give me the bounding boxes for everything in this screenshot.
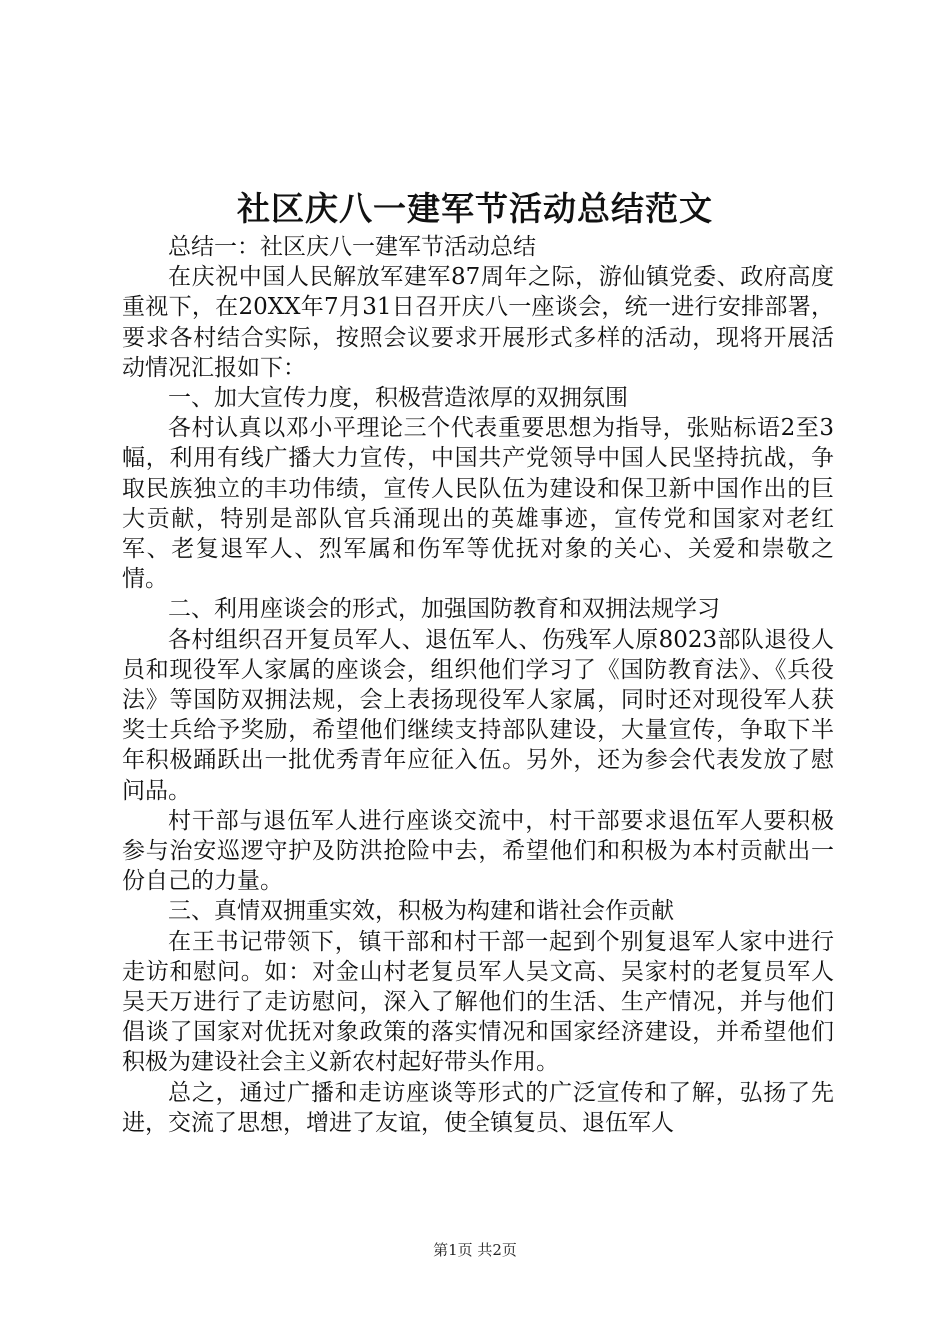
paragraph-section-2a: 各村组织召开复员军人、退伍军人、伤残军人原8023部队退役人员和现役军人家属的座谈会，组织他们学习了《国防教育法》、《兵役法》等国防双拥法规，会上表扬现役军人家属，同时还对现役军人获奖士兵给予奖励，希望他们继续支持部队建设，大量宣传，争取下半年积极踊跃出一批优秀青年应征入伍。另外，还为参会代表发放了慰问品。	[122, 626, 834, 804]
paragraph-section-1: 各村认真以邓小平理论三个代表重要思想为指导，张贴标语2至3幅，利用有线广播大力宣传，中国共产党领导中国人民坚持抗战，争取民族独立的丰功伟绩，宣传人民队伍为建设和保卫新中国作出的巨大贡献，特别是部队官兵涌现出的英雄事迹，宣传党和国家对老红军、老复退军人、烈军属和伤军等优抚对象的关心、关爱和崇敬之情。	[122, 415, 834, 593]
section-heading-2: 二、利用座谈会的形式，加强国防教育和双拥法规学习	[168, 596, 720, 623]
paragraph-section-2b: 村干部与退伍军人进行座谈交流中，村干部要求退伍军人要积极参与治安巡逻守护及防洪抢险中去，希望他们和积极为本村贡献出一份自己的力量。	[122, 807, 834, 895]
page-number-footer: 第1页 共2页	[433, 1241, 517, 1259]
paragraph-summary-heading: 总结一：社区庆八一建军节活动总结	[168, 234, 536, 260]
paragraph-conclusion: 总之，通过广播和走访座谈等形式的广泛宣传和了解，弘扬了先进，交流了思想，增进了友谊，使全镇复员、退伍军人	[122, 1079, 834, 1136]
section-heading-3: 三、真情双拥重实效，积极为构建和谐社会作贡献	[168, 898, 674, 925]
document-title: 社区庆八一建军节活动总结范文	[237, 189, 713, 228]
paragraph-section-3: 在王书记带领下，镇干部和村干部一起到个别复退军人家中进行走访和慰问。如：对金山村老复员军人吴文高、吴家村的老复员军人吴天万进行了走访慰问，深入了解他们的生活、生产情况，并与他们倡谈了国家对优抚对象政策的落实情况和国家经济建设，并希望他们积极为建设社会主义新农村起好带头作用。	[122, 928, 834, 1076]
paragraph-intro: 在庆祝中国人民解放军建军87周年之际，游仙镇党委、政府高度重视下，在20XX年7月31日召开庆八一座谈会，统一进行安排部署，要求各村结合实际，按照会议要求开展形式多样的活动，现将开展活动情况汇报如下：	[122, 264, 834, 381]
section-heading-1: 一、加大宣传力度，积极营造浓厚的双拥氛围	[168, 385, 628, 412]
document-body	[122, 232, 834, 1138]
